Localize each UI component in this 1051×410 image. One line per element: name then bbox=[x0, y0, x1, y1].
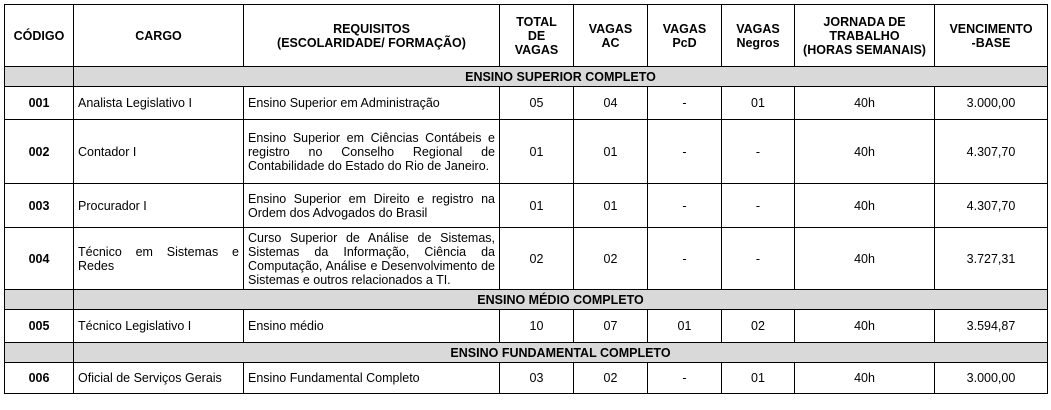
cell-negros: 02 bbox=[722, 310, 795, 343]
section-row-medio bbox=[5, 290, 1048, 310]
cell-negros: - bbox=[722, 184, 795, 228]
cell-jornada: 40h bbox=[795, 184, 935, 228]
cell-cargo: Contador I bbox=[74, 120, 244, 184]
cell-vencimento: 4.307,70 bbox=[935, 120, 1048, 184]
header-vencimento: VENCIMENTO -BASE bbox=[935, 5, 1048, 67]
header-jornada: JORNADA DE TRABALHO (HORAS SEMANAIS) bbox=[795, 5, 935, 67]
cell-total: 03 bbox=[500, 363, 574, 394]
cell-total: 02 bbox=[500, 228, 574, 290]
cell-codigo: 006 bbox=[5, 363, 74, 394]
cell-codigo: 002 bbox=[5, 120, 74, 184]
cell-pcd: 01 bbox=[648, 310, 722, 343]
header-requisitos: REQUISITOS (ESCOLARIDADE/ FORMAÇÃO) bbox=[244, 5, 500, 67]
header-total-vagas: TOTAL DE VAGAS bbox=[500, 5, 574, 67]
section-spacer bbox=[5, 290, 74, 310]
cell-vencimento: 3.727,31 bbox=[935, 228, 1048, 290]
table-row bbox=[5, 228, 1048, 290]
table-row bbox=[5, 184, 1048, 228]
cell-requisitos: Ensino Superior em Ciências Contábeis e registro no Conselho Regional de Contabilidade do Estado do Rio de Janeiro. bbox=[244, 120, 500, 184]
cell-cargo: Procurador I bbox=[74, 184, 244, 228]
header-vagas-ac: VAGAS AC bbox=[574, 5, 648, 67]
cell-pcd: - bbox=[648, 120, 722, 184]
cell-codigo: 005 bbox=[5, 310, 74, 343]
cell-total: 01 bbox=[500, 120, 574, 184]
cell-pcd: - bbox=[648, 228, 722, 290]
header-row bbox=[5, 5, 1048, 67]
cell-ac: 02 bbox=[574, 363, 648, 394]
table-row bbox=[5, 87, 1048, 120]
cell-codigo: 004 bbox=[5, 228, 74, 290]
cell-requisitos: Ensino Superior em Direito e registro na Ordem dos Advogados do Brasil bbox=[244, 184, 500, 228]
cell-codigo: 001 bbox=[5, 87, 74, 120]
header-cargo: CARGO bbox=[74, 5, 244, 67]
cell-requisitos: Ensino médio bbox=[244, 310, 500, 343]
section-spacer bbox=[5, 67, 74, 87]
vacancy-table bbox=[4, 4, 1048, 394]
cell-ac: 01 bbox=[574, 184, 648, 228]
cell-vencimento: 3.594,87 bbox=[935, 310, 1048, 343]
cell-total: 05 bbox=[500, 87, 574, 120]
cell-jornada: 40h bbox=[795, 87, 935, 120]
cell-requisitos: Ensino Fundamental Completo bbox=[244, 363, 500, 394]
section-title-fundamental: ENSINO FUNDAMENTAL COMPLETO bbox=[74, 343, 1048, 363]
cell-requisitos: Curso Superior de Análise de Sistemas, Sistemas da Informação, Ciência da Computação, Análise e Desenvolvimento de Sistemas e outros relacionados a TI. bbox=[244, 228, 500, 290]
cell-cargo: Técnico Legislativo I bbox=[74, 310, 244, 343]
cell-cargo: Técnico em Sistemas e Redes bbox=[74, 228, 244, 290]
header-vagas-negros: VAGAS Negros bbox=[722, 5, 795, 67]
cell-vencimento: 4.307,70 bbox=[935, 184, 1048, 228]
section-title-superior: ENSINO SUPERIOR COMPLETO bbox=[74, 67, 1048, 87]
cell-jornada: 40h bbox=[795, 228, 935, 290]
cell-requisitos: Ensino Superior em Administração bbox=[244, 87, 500, 120]
cell-total: 10 bbox=[500, 310, 574, 343]
header-codigo: CÓDIGO bbox=[5, 5, 74, 67]
table-row bbox=[5, 120, 1048, 184]
cell-jornada: 40h bbox=[795, 120, 935, 184]
table-row bbox=[5, 310, 1048, 343]
cell-pcd: - bbox=[648, 363, 722, 394]
cell-ac: 02 bbox=[574, 228, 648, 290]
section-title-medio: ENSINO MÉDIO COMPLETO bbox=[74, 290, 1048, 310]
section-spacer bbox=[5, 343, 74, 363]
cell-codigo: 003 bbox=[5, 184, 74, 228]
cell-ac: 04 bbox=[574, 87, 648, 120]
section-row-fundamental bbox=[5, 343, 1048, 363]
cell-vencimento: 3.000,00 bbox=[935, 87, 1048, 120]
cell-cargo: Oficial de Serviços Gerais bbox=[74, 363, 244, 394]
cell-negros: - bbox=[722, 228, 795, 290]
cell-negros: - bbox=[722, 120, 795, 184]
table-row bbox=[5, 363, 1048, 394]
cell-pcd: - bbox=[648, 87, 722, 120]
cell-negros: 01 bbox=[722, 87, 795, 120]
cell-negros: 01 bbox=[722, 363, 795, 394]
section-row-superior bbox=[5, 67, 1048, 87]
cell-jornada: 40h bbox=[795, 363, 935, 394]
cell-cargo: Analista Legislativo I bbox=[74, 87, 244, 120]
cell-vencimento: 3.000,00 bbox=[935, 363, 1048, 394]
cell-ac: 01 bbox=[574, 120, 648, 184]
cell-jornada: 40h bbox=[795, 310, 935, 343]
cell-total: 01 bbox=[500, 184, 574, 228]
cell-pcd: - bbox=[648, 184, 722, 228]
header-vagas-pcd: VAGAS PcD bbox=[648, 5, 722, 67]
cell-ac: 07 bbox=[574, 310, 648, 343]
